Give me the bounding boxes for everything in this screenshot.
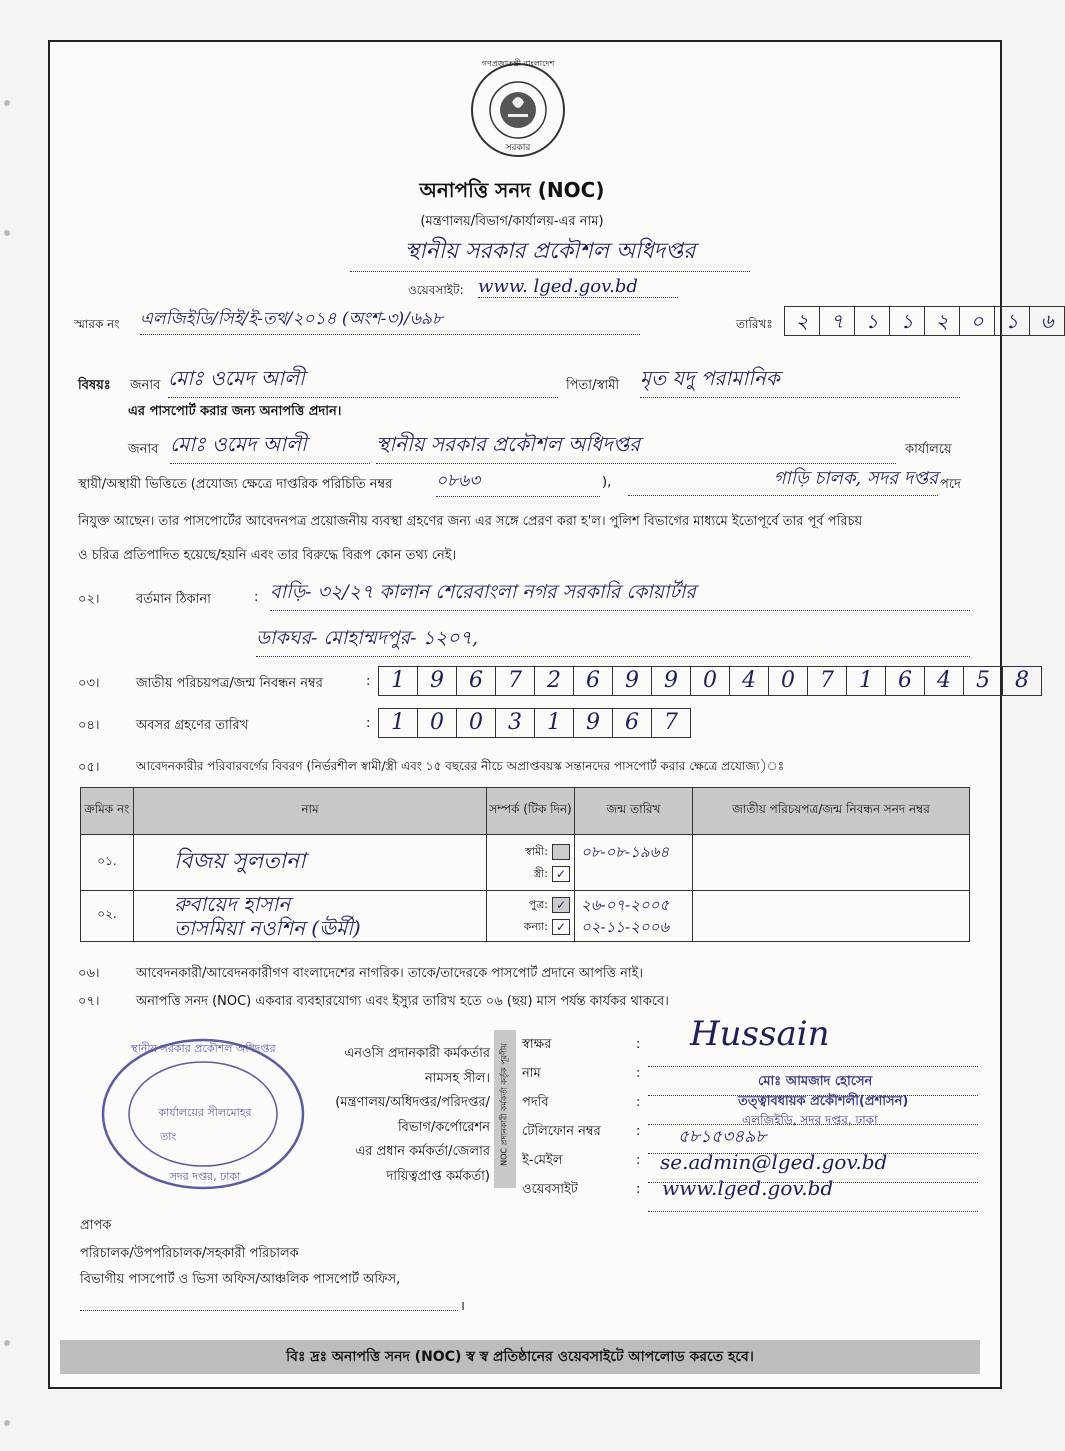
- subject-label: বিষয়ঃ: [78, 378, 111, 393]
- nid-digit: 4: [730, 666, 769, 696]
- nid-digit: 2: [535, 666, 574, 696]
- family-label: আবেদনকারীর পরিবারবর্গের বিবরণ (নির্ভরশীল স্বামী/স্ত্রী এবং ১৫ বছরের নীচে অপ্রাপ্তবয়স্ক সন্তানদের পাসপোর্ট করার ক্ষেত্রে প্রযোজ্য)ঃ: [136, 759, 785, 773]
- date-digit: ১: [890, 306, 925, 336]
- signatory-instruction-line: এর প্রধান কর্মকর্তা/জেলার: [355, 1144, 490, 1159]
- signatory-field-label: পদবি: [522, 1095, 549, 1110]
- website-value: www. lged.gov.bd: [478, 276, 678, 298]
- signatory-fields: [522, 1030, 601, 1204]
- row1-dob: ০৮-০৮-১৯৬৪: [575, 835, 693, 891]
- signatory-instruction-line: এনওসি প্রদানকারী কর্মকর্তার: [344, 1046, 490, 1061]
- nid-boxes: [378, 666, 1042, 696]
- seal-inner-text: কার্যালয়ের সীলমোহর: [158, 1106, 252, 1119]
- retirement-digit: 1: [535, 708, 574, 738]
- item07-number: ০৭।: [78, 994, 100, 1009]
- stamp-name: মোঃ আমজাদ হোসেন: [758, 1074, 873, 1089]
- signatory-field-colon: :: [636, 1182, 641, 1197]
- nid-digit: 8: [1003, 666, 1042, 696]
- row1-rel1-checkbox[interactable]: [552, 844, 570, 860]
- row2-name1: রুবায়েদ হাসান: [174, 892, 291, 916]
- retirement-colon: :: [366, 716, 371, 731]
- row1-rel1-label: স্বামী:: [525, 844, 548, 858]
- nid-digit: 7: [496, 666, 535, 696]
- row2-serial: ০২.: [81, 891, 134, 942]
- signatory-field-label: টেলিফোন নম্বর: [522, 1124, 601, 1139]
- row2-dob2: ০২-১১-২০০৬: [581, 918, 670, 936]
- address-line2: ডাকঘর- মোহাম্মদপুর- ১২০৭,: [256, 624, 970, 657]
- body-text3: ও চরিত্র প্রতিপাদিত হয়েছে/হয়নি এবং তার বিরুদ্ধে বিরূপ কোন তথ্য নেই।: [78, 548, 457, 563]
- nid-digit: 9: [613, 666, 652, 696]
- row2-dob1: ২৬-০৭-২০০৫: [581, 896, 670, 914]
- nid-digit: 0: [769, 666, 808, 696]
- row2-rel2-label: কন্যা:: [523, 920, 548, 933]
- row2-rel1-checkbox[interactable]: ✓: [552, 897, 570, 913]
- nid-digit: 1: [378, 666, 418, 696]
- row1-rel2-label: স্ত্রী:: [533, 866, 548, 880]
- row1-relation: [487, 835, 575, 891]
- nid-digit: 6: [574, 666, 613, 696]
- retirement-digit: 1: [378, 708, 418, 738]
- post-name: গাড়ি চালক, সদর দপ্তর: [628, 464, 938, 496]
- body-mr-label: জনাব: [128, 442, 159, 457]
- signatory-field-colon: :: [636, 1095, 641, 1110]
- signatory-instruction-line: বিভাগ/কর্পোরেশন: [397, 1119, 490, 1135]
- office-suffix: কার্যালয়ে: [905, 442, 952, 457]
- emblem-top-text: গণপ্রজাতন্ত্রী বাংলাদেশ: [481, 59, 555, 68]
- phone-value: ৫৮১৫৩৪৯৮: [678, 1127, 767, 1147]
- signatory-field-label: ওয়েবসাইট: [522, 1182, 578, 1197]
- retirement-digit: 3: [496, 708, 535, 738]
- address-label: বর্তমান ঠিকানা: [136, 592, 211, 607]
- body-name: মোঃ ওমেদ আলী: [170, 430, 370, 464]
- retirement-date-label: অবসর গ্রহণের তারিখ: [136, 718, 249, 733]
- recipient-line1: পরিচালক/উপপরিচালক/সহকারী পরিচালক: [80, 1246, 299, 1261]
- date-digit: ২: [784, 306, 820, 336]
- row1-name: বিজয় সুলতানা: [134, 835, 487, 891]
- nid-digit: 4: [925, 666, 964, 696]
- signatory-field-label: নাম: [522, 1066, 541, 1081]
- citizenship-note: আবেদনকারী/আবেদনকারীগণ বাংলাদেশের নাগরিক। তাকে/তাদেরকে পাসপোর্ট প্রদানে আপত্তি নাই।: [136, 966, 644, 981]
- nid-digit: 5: [964, 666, 1003, 696]
- row1-nid: [693, 835, 970, 891]
- family-table: [80, 787, 970, 942]
- item03-number: ০৩।: [78, 676, 100, 691]
- email-value: se.admin@lged.gov.bd: [660, 1150, 888, 1174]
- address-line1: বাড়ি- ৩২/২৭ কালান শেরেবাংলা নগর সরকারি কোয়ার্টার: [270, 578, 970, 611]
- date-boxes: [784, 306, 1065, 336]
- retirement-digit: 9: [574, 708, 613, 738]
- seal-bottom-text: সদর দপ্তর, ঢাকা: [169, 1170, 241, 1183]
- official-id-number: ০৮৬৩: [436, 468, 600, 497]
- date-digit: ১: [855, 306, 890, 336]
- nid-digit: 7: [808, 666, 847, 696]
- signatory-field-colon: :: [636, 1066, 641, 1081]
- memo-number: এলজিইডি/সিই/ই-তথ/২০১৪ (অংশ-৩)/৬৯৮: [140, 306, 640, 335]
- table-header-name: নাম: [134, 788, 487, 835]
- document-title: অনাপত্তি সনদ (NOC): [419, 178, 605, 202]
- table-row: [81, 891, 970, 942]
- body-text1: স্থায়ী/অস্থায়ী ভিত্তিতে (প্রযোজ্য ক্ষেত্রে দাপ্তরিক পরিচিতি নম্বর: [78, 477, 393, 492]
- signatory-instruction-line: নামসহ সীল।: [425, 1070, 490, 1086]
- vertical-note: NOC প্রদানকারী কর্মকর্তা কর্তৃক পূরণীয়: [499, 1043, 509, 1166]
- date-digit: ৭: [820, 306, 855, 336]
- office-name: স্থানীয় সরকার প্রকৌশল অধিদপ্তর: [350, 234, 750, 272]
- signatory-instruction-line: (মন্ত্রণালয়/অধিদপ্তর/পরিদপ্তর/: [335, 1095, 490, 1110]
- address-colon: :: [254, 590, 259, 605]
- retirement-date-boxes: [378, 708, 691, 738]
- recipient-label: প্রাপক: [80, 1218, 112, 1233]
- footer-note: বিঃ দ্রঃ অনাপত্তি সনদ (NOC) স্ব স্ব প্রতিষ্ঠানের ওয়েবসাইটে আপলোড করতে হবে।: [60, 1340, 980, 1374]
- signatory-colons: [636, 1030, 640, 1204]
- signatory-instructions: [312, 1042, 490, 1189]
- nid-digit: 1: [847, 666, 886, 696]
- subject-mr-label: জনাব: [130, 378, 161, 393]
- nid-digit: 9: [418, 666, 457, 696]
- item06-number: ০৬।: [78, 966, 100, 981]
- retirement-digit: 7: [652, 708, 691, 738]
- memo-label: স্মারক নং: [74, 317, 120, 331]
- item04-number: ০৪।: [78, 718, 100, 733]
- father-label: পিতা/স্বামী: [566, 378, 620, 393]
- recipient-line2: বিভাগীয় পাসপোর্ট ও ভিসা অফিস/আঞ্চলিক পাসপোর্ট অফিস,: [80, 1272, 401, 1287]
- item02-number: ০২।: [78, 592, 100, 607]
- signatory-field-colon: :: [636, 1124, 641, 1139]
- row1-rel2-checkbox[interactable]: ✓: [552, 866, 570, 882]
- body-text1-end: ),: [602, 475, 612, 490]
- subject-line2: এর পাসপোর্ট করার জন্য অনাপত্তি প্রদান।: [128, 404, 342, 419]
- nid-colon: :: [366, 674, 371, 689]
- date-digit: ০: [960, 306, 995, 336]
- stamp-title: তত্ত্বাবধায়ক প্রকৌশলী(প্রশাসন): [738, 1094, 909, 1109]
- document-subtitle: (মন্ত্রণালয়/বিভাগ/কার্যালয়-এর নাম): [420, 214, 604, 229]
- seal-date-text: তাং: [160, 1130, 177, 1143]
- nid-digit: 0: [691, 666, 730, 696]
- row2-name2: তাসমিয়া নওশিন (ঊর্মী): [174, 916, 361, 940]
- table-row: [81, 835, 970, 891]
- signatory-field-label: ই-মেইল: [522, 1153, 563, 1168]
- signatory-field-label: স্বাক্ষর: [522, 1037, 552, 1052]
- stamp-office: এলজিইডি, সদর দপ্তর, ঢাকা: [742, 1113, 878, 1127]
- website-label: ওয়েবসাইট:: [408, 283, 464, 297]
- validity-note: অনাপত্তি সনদ (NOC) একবার ব্যবহারযোগ্য এবং ইস্যুর তারিখ হতে ০৬ (ছয়) মাস পর্যন্ত কার্যকর থাকবে।: [136, 994, 669, 1009]
- website-signatory-value: www.lged.gov.bd: [662, 1176, 834, 1200]
- table-header-nid: জাতীয় পরিচয়পত্র/জন্ম নিবন্ধন সনদ নম্বর: [693, 788, 970, 835]
- applicant-name: মোঃ ওমেদ আলী: [168, 364, 558, 398]
- father-name: মৃত যদু পরামানিক: [640, 364, 960, 398]
- date-digit: ২: [925, 306, 960, 336]
- signature: Hussain: [690, 1014, 830, 1054]
- date-digit: ১: [995, 306, 1030, 336]
- row2-nid: [693, 891, 970, 942]
- nid-label: জাতীয় পরিচয়পত্র/জন্ম নিবন্ধন নম্বর: [136, 676, 323, 691]
- row2-names: [134, 891, 487, 942]
- emblem-bottom-text: সরকার: [505, 143, 531, 153]
- row2-dobs: [575, 891, 693, 942]
- retirement-digit: 6: [613, 708, 652, 738]
- date-digit: ৬: [1030, 306, 1065, 336]
- recipient-line3: ।: [460, 1299, 465, 1314]
- signatory-instruction-line: দায়িত্বপ্রাপ্ত কর্মকর্তা): [386, 1168, 490, 1184]
- recipient-dotted-line: [80, 1292, 458, 1311]
- retirement-digit: 0: [457, 708, 496, 738]
- table-header-dob: জন্ম তারিখ: [575, 788, 693, 835]
- row1-serial: ০১.: [81, 835, 134, 891]
- nid-digit: 6: [457, 666, 496, 696]
- nid-digit: 9: [652, 666, 691, 696]
- retirement-digit: 0: [418, 708, 457, 738]
- signatory-field-colon: :: [636, 1153, 641, 1168]
- body-office: স্থানীয় সরকার প্রকৌশল অধিদপ্তর: [376, 430, 896, 464]
- table-header-serial: ক্রমিক নং: [81, 788, 134, 835]
- signatory-field-colon: :: [636, 1037, 641, 1052]
- table-header-relation: সম্পর্ক (টিক দিন): [487, 788, 575, 835]
- row2-rel2-checkbox[interactable]: ✓: [552, 919, 570, 935]
- row2-relation: [487, 891, 575, 942]
- row2-rel1-label: পুত্র:: [528, 898, 548, 911]
- body-text2: নিযুক্ত আছেন। তার পাসপোর্টের আবেদনপত্র প্রয়োজনীয় ব্যবস্থা গ্রহণের জন্য এর সঙ্গে প্রেরণ করা হ'ল। পুলিশ বিভাগের মাধ্যমে ইতোপূর্বে তার পূর্ব পরিচয়: [78, 514, 863, 529]
- post-suffix: পদে: [940, 477, 961, 492]
- item05-number: ০৫।: [78, 760, 100, 775]
- seal-ring-text: স্থানীয় সরকার প্রকৌশল অধিদপ্তর: [130, 1042, 276, 1055]
- nid-digit: 6: [886, 666, 925, 696]
- date-label: তারিখঃ: [736, 317, 773, 331]
